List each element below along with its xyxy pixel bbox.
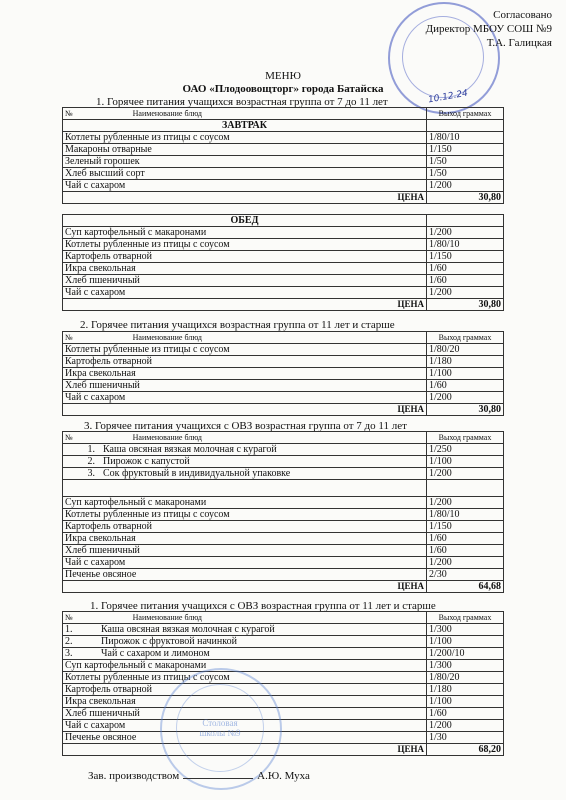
price-label: ЦЕНА (63, 192, 427, 204)
price-row (63, 581, 504, 593)
dish-name: Икра свекольная (63, 533, 427, 545)
header-no: № (65, 333, 73, 342)
dish-name: Чай с сахаром (63, 392, 427, 404)
signature-date: 10.12.24 (427, 88, 469, 106)
dish-name: Хлеб пшеничный (63, 708, 427, 720)
dish-name-text: Пирожок с капустой (103, 456, 190, 467)
dish-name: Котлеты рубленные из птицы с соусом (63, 672, 427, 684)
header-col2: Выход граммах (427, 332, 504, 344)
dish-name: Хлеб пшеничный (63, 275, 427, 287)
item-number: 3. (65, 648, 73, 659)
dish-yield: 1/80/10 (427, 509, 504, 521)
approval-line-3: Т.А. Галицкая (486, 37, 552, 49)
dish-yield: 1/200 (427, 392, 504, 404)
dish-name: Котлеты рубленные из птицы с соусом (63, 344, 427, 356)
table-row (63, 344, 504, 356)
header-col1: Наименование блюд (132, 613, 202, 622)
dish-name: Суп картофельный с макаронами (63, 497, 427, 509)
dish-name-text: Чай с сахаром и лимоном (101, 648, 210, 659)
footer-role: Зав. производством (88, 770, 180, 782)
table-header-row (63, 612, 504, 624)
dish-yield: 1/50 (427, 168, 504, 180)
dish-yield: 1/60 (427, 263, 504, 275)
dish-yield: 1/100 (427, 456, 504, 468)
dish-yield: 1/200 (427, 180, 504, 192)
dish-name: Чай с сахаром (63, 180, 427, 192)
table-row (63, 368, 504, 380)
dish-name (63, 468, 427, 480)
dish-yield: 1/100 (427, 368, 504, 380)
price-label: ЦЕНА (63, 581, 427, 593)
dish-name: Картофель отварной (63, 356, 427, 368)
dish-yield: 1/250 (427, 444, 504, 456)
dish-yield: 1/180 (427, 356, 504, 368)
header-no: № (65, 109, 73, 118)
dish-name: Хлеб пшеничный (63, 545, 427, 557)
dish-name: Картофель отварной (63, 684, 427, 696)
dish-name: Печенье овсяное (63, 569, 427, 581)
table-row (63, 456, 504, 468)
dish-name-text: Каша овсяная вязкая молочная с курагой (101, 624, 275, 635)
dish-name: Картофель отварной (63, 521, 427, 533)
dish-yield: 1/50 (427, 156, 504, 168)
dish-name: Чай с сахаром (63, 287, 427, 299)
table-row (63, 468, 504, 480)
header-cell (63, 332, 427, 344)
item-number: 3. (87, 468, 95, 479)
dish-name-text: Сок фруктовый в индивидуальной упаковке (103, 468, 291, 479)
header-col2: Выход граммах (427, 108, 504, 120)
dish-name: Икра свекольная (63, 263, 427, 275)
footer-signature (88, 770, 310, 782)
table-row (63, 263, 504, 275)
table-row (63, 732, 504, 744)
approval-block (426, 8, 552, 50)
table-row (63, 660, 504, 672)
menu-table-2 (62, 214, 504, 311)
header-col1: Наименование блюд (132, 109, 202, 118)
header-no: № (65, 433, 73, 442)
dish-name: Суп картофельный с макаронами (63, 660, 427, 672)
dish-yield: 1/30 (427, 732, 504, 744)
dish-yield: 1/80/20 (427, 672, 504, 684)
table-row (63, 392, 504, 404)
dish-name: Чай с сахаром (63, 720, 427, 732)
dish-name: Котлеты рубленные из птицы с соусом (63, 239, 427, 251)
approval-line-1: Согласовано (493, 9, 552, 21)
dish-name: Икра свекольная (63, 696, 427, 708)
table-row (63, 569, 504, 581)
table-row (63, 132, 504, 144)
footer-name: А.Ю. Муха (257, 770, 310, 782)
table-row (63, 684, 504, 696)
price-row (63, 299, 504, 311)
dish-yield: 1/200 (427, 497, 504, 509)
dish-yield: 1/100 (427, 696, 504, 708)
dish-yield: 1/60 (427, 533, 504, 545)
dish-name-text: Пирожок с фруктовой начинкой (101, 636, 237, 647)
dish-name: Котлеты рубленные из птицы с соусом (63, 509, 427, 521)
price-value: 68,20 (427, 744, 504, 756)
empty-row (63, 480, 504, 497)
price-label: ЦЕНА (63, 299, 427, 311)
header-col1: Наименование блюд (132, 333, 202, 342)
subheading-lunch: ОБЕД (63, 215, 427, 227)
table-row (63, 168, 504, 180)
dish-yield: 1/60 (427, 380, 504, 392)
dish-yield: 1/60 (427, 708, 504, 720)
dish-name (63, 648, 427, 660)
table-row (63, 636, 504, 648)
menu-table-4 (62, 431, 504, 593)
price-label: ЦЕНА (63, 404, 427, 416)
table-row (63, 156, 504, 168)
price-value: 64,68 (427, 581, 504, 593)
dish-yield: 1/200 (427, 720, 504, 732)
table-row (63, 180, 504, 192)
menu-table-1 (62, 107, 504, 204)
dish-yield: 1/60 (427, 275, 504, 287)
signature-line (183, 778, 253, 779)
header-no: № (65, 613, 73, 622)
table-row (63, 287, 504, 299)
price-row (63, 192, 504, 204)
approval-line-2: Директор МБОУ СОШ №9 (425, 23, 552, 35)
dish-yield: 1/200 (427, 468, 504, 480)
table-row (63, 275, 504, 287)
price-row (63, 744, 504, 756)
dish-name: Картофель отварной (63, 251, 427, 263)
table-row (63, 521, 504, 533)
table-row (63, 380, 504, 392)
dish-yield: 1/180 (427, 684, 504, 696)
table-row (63, 144, 504, 156)
table-row (63, 708, 504, 720)
table-row (63, 239, 504, 251)
dish-name: Котлеты рубленные из птицы с соусом (63, 132, 427, 144)
dish-yield: 1/60 (427, 545, 504, 557)
dish-name: Печенье овсяное (63, 732, 427, 744)
dish-yield: 1/300 (427, 660, 504, 672)
table-row (63, 624, 504, 636)
menu-table-5 (62, 611, 504, 756)
dish-yield: 1/300 (427, 624, 504, 636)
dish-yield: 1/80/10 (427, 239, 504, 251)
price-row (63, 404, 504, 416)
dish-yield: 2/30 (427, 569, 504, 581)
dish-name (63, 636, 427, 648)
dish-name (63, 456, 427, 468)
menu-table-3 (62, 331, 504, 416)
dish-yield: 1/200 (427, 227, 504, 239)
dish-yield: 1/80/10 (427, 132, 504, 144)
header-col1: Наименование блюд (132, 433, 202, 442)
table-row (63, 648, 504, 660)
dish-name (63, 624, 427, 636)
item-number: 2. (65, 636, 73, 647)
dish-name: Чай с сахаром (63, 557, 427, 569)
table-row (63, 672, 504, 684)
section-title-4: 1. Горячее питания учащихся с ОВЗ возрастная группа от 11 лет и старше (90, 600, 436, 612)
section-title-2: 2. Горячее питания учащихся возрастная группа от 11 лет и старше (80, 319, 395, 331)
price-label: ЦЕНА (63, 744, 427, 756)
table-header-row (63, 108, 504, 120)
table-header-row (63, 332, 504, 344)
dish-yield: 1/80/20 (427, 344, 504, 356)
dish-yield: 1/100 (427, 636, 504, 648)
subheading-breakfast: ЗАВТРАК (63, 120, 427, 132)
header-col2: Выход граммах (427, 612, 504, 624)
dish-name: Хлеб пшеничный (63, 380, 427, 392)
table-row (63, 356, 504, 368)
document-subtitle: ОАО «Плодоовощторг» города Батайска (182, 83, 384, 95)
item-number: 1. (65, 624, 73, 635)
dish-yield: 1/150 (427, 144, 504, 156)
table-row (63, 557, 504, 569)
price-value: 30,80 (427, 192, 504, 204)
table-row (63, 497, 504, 509)
table-row (63, 227, 504, 239)
table-row (63, 696, 504, 708)
table-row (63, 533, 504, 545)
section-title-1: 1. Горячее питания учащихся возрастная группа от 7 до 11 лет (96, 96, 388, 108)
item-number: 1. (87, 444, 95, 455)
table-row (63, 251, 504, 263)
dish-name: Макароны отварные (63, 144, 427, 156)
dish-name-text: Каша овсяная вязкая молочная с курагой (103, 444, 277, 455)
price-value: 30,80 (427, 404, 504, 416)
dish-yield: 1/200 (427, 557, 504, 569)
document-title: МЕНЮ (265, 70, 301, 82)
header-col2: Выход граммах (427, 432, 504, 444)
canteen-stamp-text: Столовая школы №9 (199, 718, 241, 738)
dish-yield: 1/200 (427, 287, 504, 299)
dish-yield: 1/200/10 (427, 648, 504, 660)
section-title-3: 3. Горячее питания учащихся с ОВЗ возрастная группа от 7 до 11 лет (84, 420, 407, 432)
dish-name (63, 444, 427, 456)
dish-yield: 1/150 (427, 521, 504, 533)
item-number: 2. (87, 456, 95, 467)
dish-name: Хлеб высший сорт (63, 168, 427, 180)
table-row (63, 720, 504, 732)
dish-name: Икра свекольная (63, 368, 427, 380)
price-value: 30,80 (427, 299, 504, 311)
dish-yield: 1/150 (427, 251, 504, 263)
header-cell (63, 432, 427, 444)
header-cell (63, 612, 427, 624)
dish-name: Зеленый горошек (63, 156, 427, 168)
table-row (63, 444, 504, 456)
table-row (63, 509, 504, 521)
dish-name: Суп картофельный с макаронами (63, 227, 427, 239)
table-row (63, 545, 504, 557)
header-cell (63, 108, 427, 120)
table-header-row (63, 432, 504, 444)
